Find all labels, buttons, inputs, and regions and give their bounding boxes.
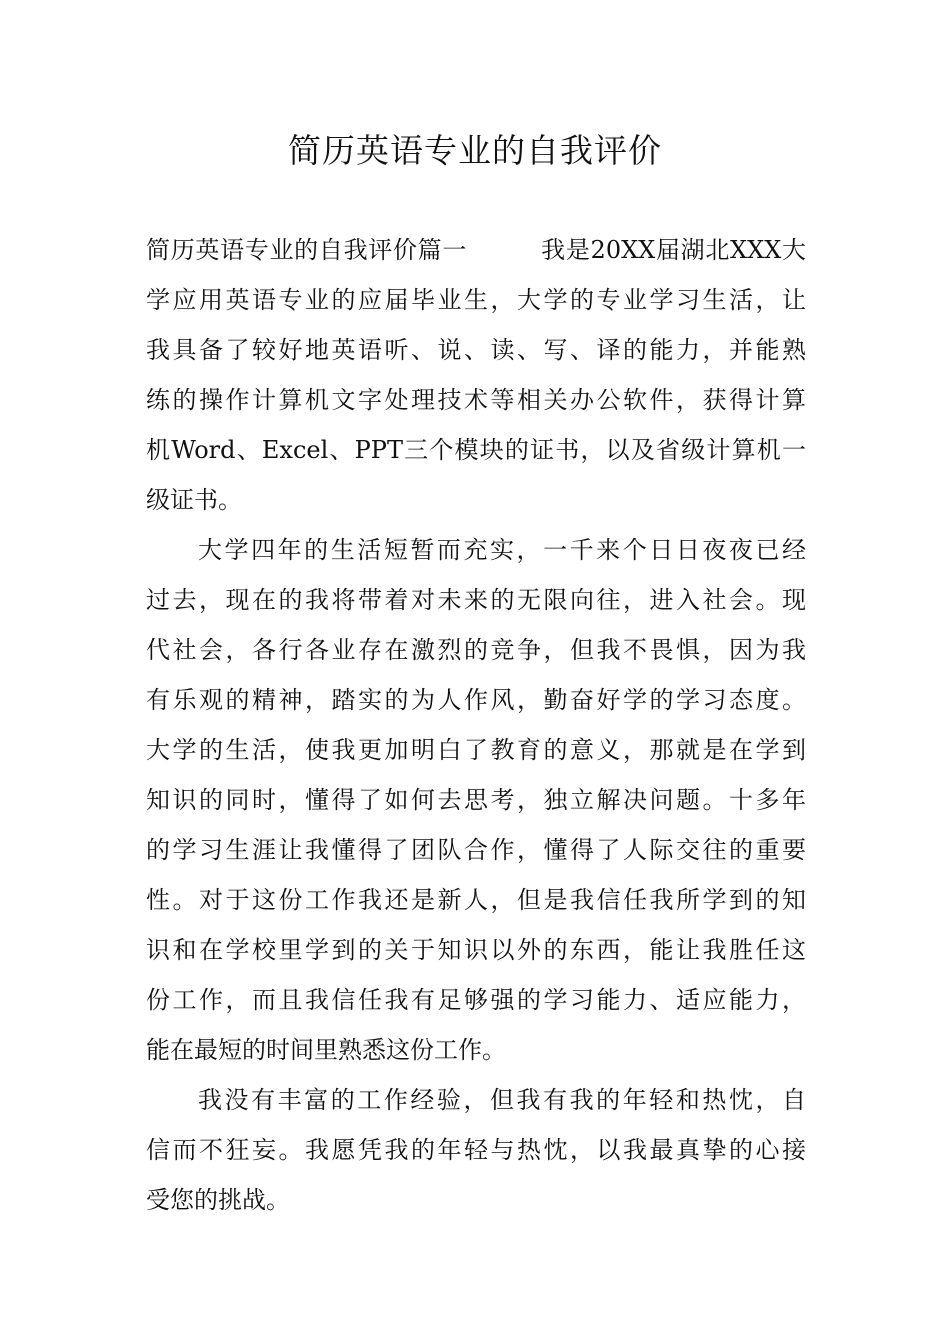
text-line: 性。对于这份工作我还是新人，但是我信任我所学到的知	[146, 886, 806, 914]
paragraph-1	[146, 225, 806, 525]
document-body	[146, 225, 806, 1225]
text-line: 大学四年的生活短暂而充实，一千来个日日夜夜已经	[198, 536, 806, 564]
text-line: 受您的挑战。	[146, 1186, 290, 1214]
text-line: 学应用英语专业的应届毕业生，大学的专业学习生活，让	[146, 286, 806, 314]
text-line: 大学的生活，使我更加明白了教育的意义，那就是在学到	[146, 736, 806, 764]
document-title: 简历英语专业的自我评价	[288, 131, 662, 170]
paragraph-2	[146, 525, 806, 1075]
text-line: 的学习生涯让我懂得了团队合作，懂得了人际交往的重要	[146, 836, 806, 864]
text-line: 我没有丰富的工作经验，但我有我的年轻和热忱，自	[198, 1086, 806, 1114]
text-line: 有乐观的精神，踏实的为人作风，勤奋好学的学习态度。	[146, 686, 806, 714]
text-line: 过去，现在的我将带着对未来的无限向往，进入社会。现	[146, 586, 806, 614]
text-line: 我具备了较好地英语听、说、读、写、译的能力，并能熟	[146, 336, 806, 364]
text-line: 知识的同时，懂得了如何去思考，独立解决问题。十多年	[146, 786, 806, 814]
text-line: 简历英语专业的自我评价篇一 我是20XX届湖北XXX大	[146, 236, 806, 264]
text-line: 练的操作计算机文字处理技术等相关办公软件，获得计算	[146, 386, 806, 414]
text-line: 代社会，各行各业存在激烈的竞争，但我不畏惧，因为我	[146, 636, 806, 664]
text-line: 份工作，而且我信任我有足够强的学习能力、适应能力，	[146, 986, 806, 1014]
text-line: 信而不狂妄。我愿凭我的年轻与热忱，以我最真挚的心接	[146, 1136, 806, 1164]
text-line: 识和在学校里学到的关于知识以外的东西，能让我胜任这	[146, 936, 806, 964]
text-line: 能在最短的时间里熟悉这份工作。	[146, 1036, 506, 1064]
paragraph-3	[146, 1075, 806, 1225]
text-line: 级证书。	[146, 486, 242, 514]
text-line: 机Word、Excel、PPT三个模块的证书，以及省级计算机一	[146, 436, 806, 464]
